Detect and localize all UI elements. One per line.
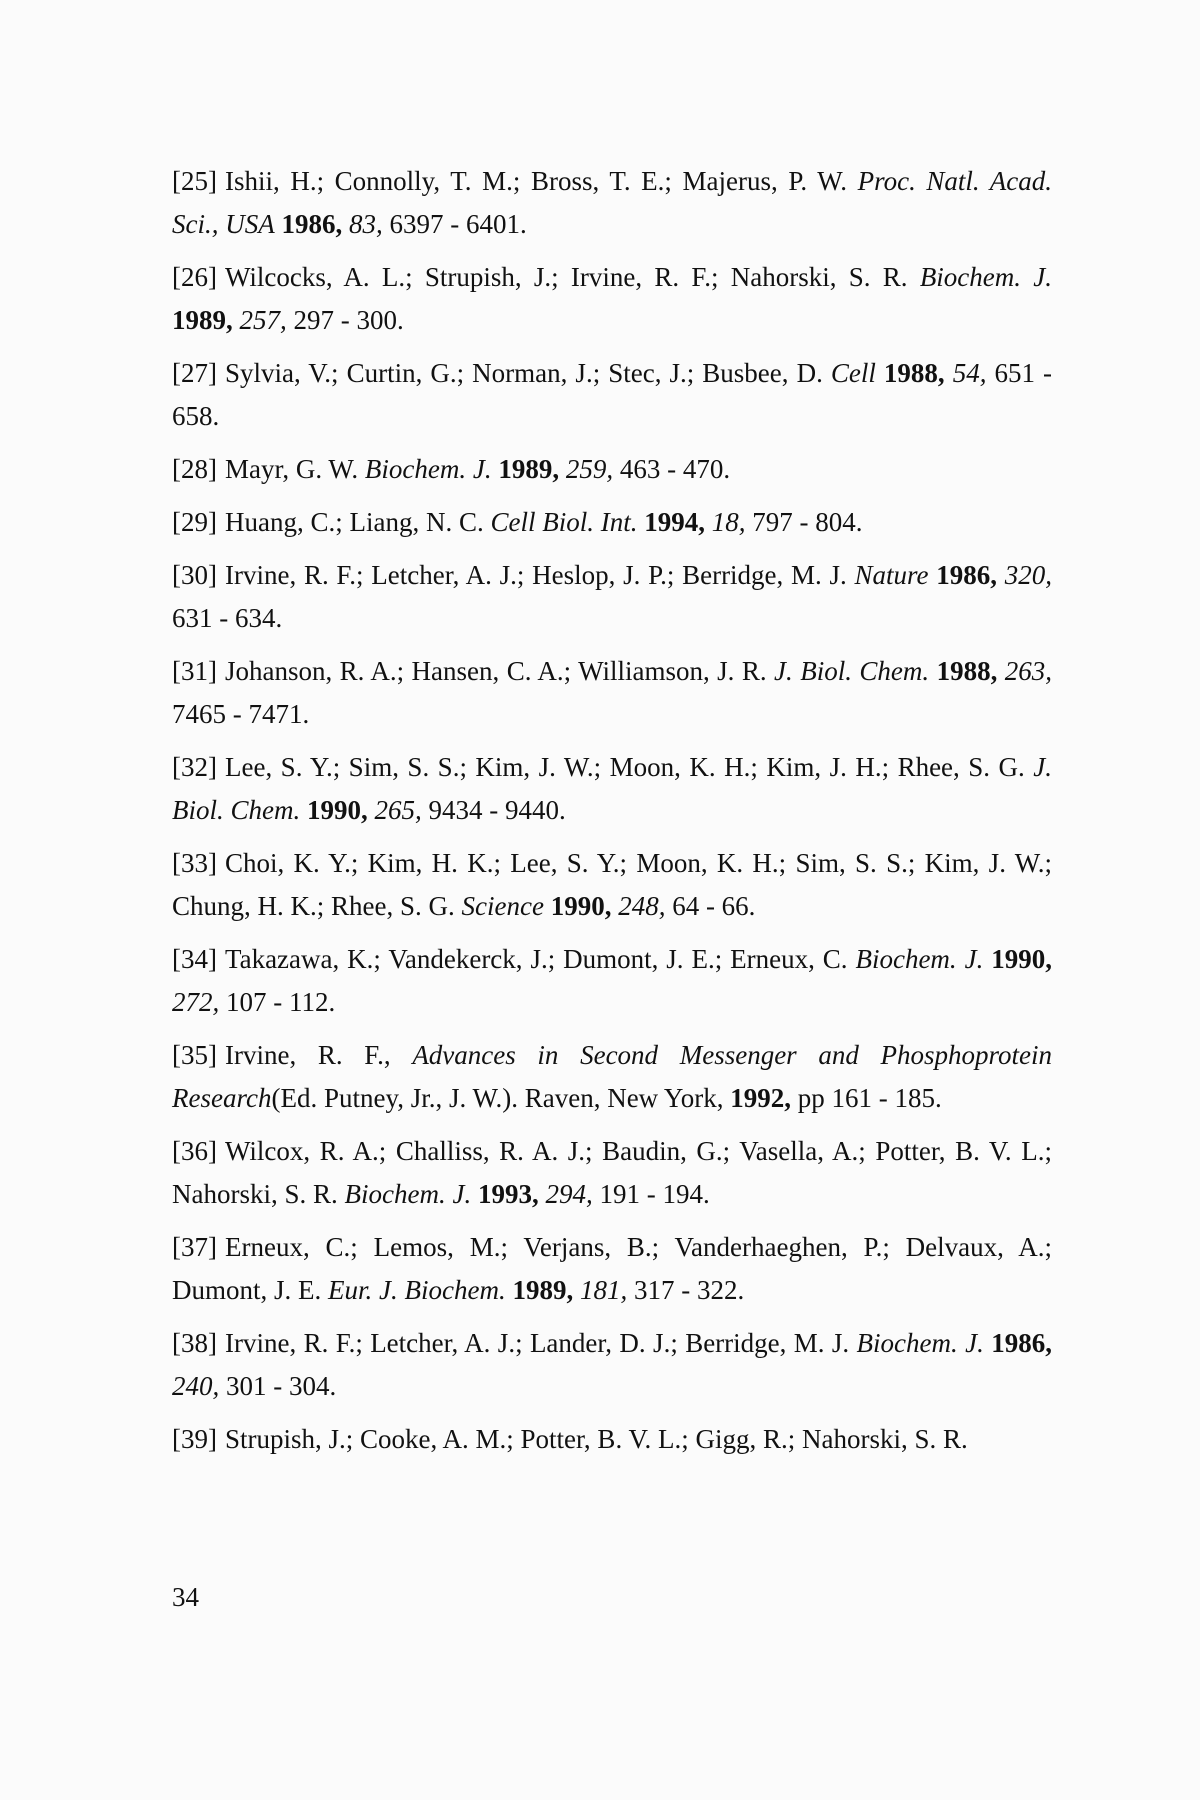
reference-31 bbox=[172, 650, 1052, 736]
reference-journal: Nature bbox=[854, 560, 929, 590]
reference-year: 1989, bbox=[172, 305, 233, 335]
reference-authors: Sylvia, V.; Curtin, G.; Norman, J.; Stec, J.; Busbee, D. bbox=[224, 358, 823, 388]
reference-number: [39] bbox=[172, 1424, 217, 1454]
reference-pages: 301 - 304. bbox=[226, 1371, 337, 1401]
reference-30 bbox=[172, 554, 1052, 640]
reference-journal: Cell Biol. Int. bbox=[490, 507, 638, 537]
reference-volume: 294, bbox=[545, 1179, 593, 1209]
reference-year: 1988, bbox=[936, 656, 998, 686]
reference-journal: Biochem. J. bbox=[855, 944, 984, 974]
reference-34 bbox=[172, 938, 1052, 1024]
reference-journal: Proc. Natl. Acad. Sci., USA bbox=[172, 166, 1053, 239]
reference-authors: Johanson, R. A.; Hansen, C. A.; Williamson, J. R. bbox=[224, 656, 767, 686]
reference-number: [26] bbox=[172, 262, 217, 292]
reference-year: 1990, bbox=[991, 944, 1053, 974]
reference-pages: 107 - 112. bbox=[226, 987, 336, 1017]
reference-number: [35] bbox=[172, 1040, 217, 1070]
reference-authors: Choi, K. Y.; Kim, H. K.; Lee, S. Y.; Moon, K. H.; Sim, S. S.; Kim, J. W.; Chung, H. K.; Rhee, S. G. bbox=[172, 848, 1052, 921]
reference-year: 1986, bbox=[991, 1328, 1052, 1358]
reference-volume: 257, bbox=[239, 305, 287, 335]
reference-volume: 240, bbox=[172, 1371, 220, 1401]
reference-year: 1994, bbox=[644, 507, 705, 537]
reference-volume: 54, bbox=[952, 358, 987, 388]
reference-journal: Biochem. J. bbox=[856, 1328, 984, 1358]
reference-39 bbox=[172, 1418, 1052, 1461]
reference-38 bbox=[172, 1322, 1052, 1408]
reference-pages: 463 - 470. bbox=[619, 454, 731, 484]
reference-volume: 272, bbox=[172, 987, 220, 1017]
reference-pages: 7465 - 7471. bbox=[172, 699, 310, 729]
reference-volume: 248, bbox=[618, 891, 666, 921]
page-number: 34 bbox=[172, 1582, 199, 1612]
reference-36 bbox=[172, 1130, 1052, 1216]
reference-list bbox=[172, 160, 1052, 1471]
reference-year: 1993, bbox=[477, 1179, 539, 1209]
reference-33 bbox=[172, 842, 1052, 928]
reference-authors: Irvine, R. F.; Letcher, A. J.; Heslop, J. P.; Berridge, M. J. bbox=[224, 560, 847, 590]
reference-volume: 181, bbox=[579, 1275, 628, 1305]
reference-authors: Strupish, J.; Cooke, A. M.; Potter, B. V. L.; Gigg, R.; Nahorski, S. R. bbox=[224, 1424, 968, 1454]
reference-journal: Science bbox=[461, 891, 544, 921]
reference-year: 1986, bbox=[281, 209, 343, 239]
reference-year: 1992, bbox=[730, 1083, 791, 1113]
reference-pages: pp 161 - 185. bbox=[797, 1083, 942, 1113]
reference-authors: Irvine, R. F., bbox=[224, 1040, 391, 1070]
reference-volume: 18, bbox=[711, 507, 746, 537]
reference-number: [31] bbox=[172, 656, 217, 686]
reference-year: 1989, bbox=[512, 1275, 574, 1305]
reference-authors: Mayr, G. W. bbox=[224, 454, 359, 484]
reference-pages: 9434 - 9440. bbox=[428, 795, 566, 825]
reference-25 bbox=[172, 160, 1052, 246]
reference-number: [36] bbox=[172, 1136, 217, 1166]
reference-authors: Takazawa, K.; Vandekerck, J.; Dumont, J. E.; Erneux, C. bbox=[224, 944, 848, 974]
reference-authors: Wilcox, R. A.; Challiss, R. A. J.; Baudin, G.; Vasella, A.; Potter, B. V. L.; Nahorski, S. R. bbox=[172, 1136, 1052, 1209]
reference-journal: Biochem. J. bbox=[344, 1179, 472, 1209]
reference-pages: 6397 - 6401. bbox=[389, 209, 527, 239]
reference-authors: Wilcocks, A. L.; Strupish, J.; Irvine, R. F.; Nahorski, S. R. bbox=[224, 262, 908, 292]
reference-volume: 320, bbox=[1004, 560, 1053, 590]
reference-number: [29] bbox=[172, 507, 217, 537]
reference-pages: 651 - 658. bbox=[172, 358, 1053, 431]
reference-authors: Irvine, R. F.; Letcher, A. J.; Lander, D. J.; Berridge, M. J. bbox=[224, 1328, 850, 1358]
reference-volume: 265, bbox=[374, 795, 422, 825]
reference-journal: J. Biol. Chem. bbox=[774, 656, 930, 686]
reference-pages: 191 - 194. bbox=[599, 1179, 710, 1209]
reference-year: 1986, bbox=[936, 560, 998, 590]
reference-35 bbox=[172, 1034, 1052, 1120]
reference-number: [38] bbox=[172, 1328, 217, 1358]
reference-journal: Eur. J. Biochem. bbox=[328, 1275, 506, 1305]
reference-authors: Ishii, H.; Connolly, T. M.; Bross, T. E.; Majerus, P. W. bbox=[224, 166, 847, 196]
reference-authors: Huang, C.; Liang, N. C. bbox=[224, 507, 484, 537]
reference-year: 1990, bbox=[307, 795, 368, 825]
reference-pages: 64 - 66. bbox=[672, 891, 756, 921]
reference-37 bbox=[172, 1226, 1052, 1312]
reference-pages: 297 - 300. bbox=[293, 305, 404, 335]
reference-32 bbox=[172, 746, 1052, 832]
reference-journal: Biochem. J. bbox=[364, 454, 492, 484]
reference-pages: 797 - 804. bbox=[752, 507, 863, 537]
reference-book-details: (Ed. Putney, Jr., J. W.). Raven, New York, bbox=[271, 1083, 724, 1113]
reference-volume: 83, bbox=[348, 209, 383, 239]
reference-number: [25] bbox=[172, 166, 217, 196]
reference-number: [28] bbox=[172, 454, 217, 484]
reference-volume: 259, bbox=[565, 454, 614, 484]
reference-year: 1988, bbox=[883, 358, 945, 388]
reference-book-title: Advances in Second Messenger and Phosphoprotein Research bbox=[172, 1040, 1052, 1113]
reference-29 bbox=[172, 501, 1052, 544]
reference-number: [37] bbox=[172, 1232, 217, 1262]
reference-28 bbox=[172, 448, 1052, 491]
reference-27 bbox=[172, 352, 1052, 438]
reference-journal: J. Biol. Chem. bbox=[172, 752, 1052, 825]
reference-pages: 317 - 322. bbox=[633, 1275, 745, 1305]
reference-authors: Erneux, C.; Lemos, M.; Verjans, B.; Vanderhaeghen, P.; Delvaux, A.; Dumont, J. E. bbox=[172, 1232, 1052, 1305]
reference-year: 1990, bbox=[550, 891, 612, 921]
reference-journal: Biochem. J. bbox=[919, 262, 1053, 292]
reference-journal: Cell bbox=[830, 358, 876, 388]
reference-number: [27] bbox=[172, 358, 217, 388]
reference-pages: 631 - 634. bbox=[172, 603, 283, 633]
reference-number: [32] bbox=[172, 752, 217, 782]
reference-26 bbox=[172, 256, 1052, 342]
reference-number: [34] bbox=[172, 944, 217, 974]
reference-volume: 263, bbox=[1004, 656, 1053, 686]
reference-number: [30] bbox=[172, 560, 217, 590]
reference-number: [33] bbox=[172, 848, 217, 878]
reference-authors: Lee, S. Y.; Sim, S. S.; Kim, J. W.; Moon, K. H.; Kim, J. H.; Rhee, S. G. bbox=[224, 752, 1025, 782]
reference-year: 1989, bbox=[498, 454, 560, 484]
